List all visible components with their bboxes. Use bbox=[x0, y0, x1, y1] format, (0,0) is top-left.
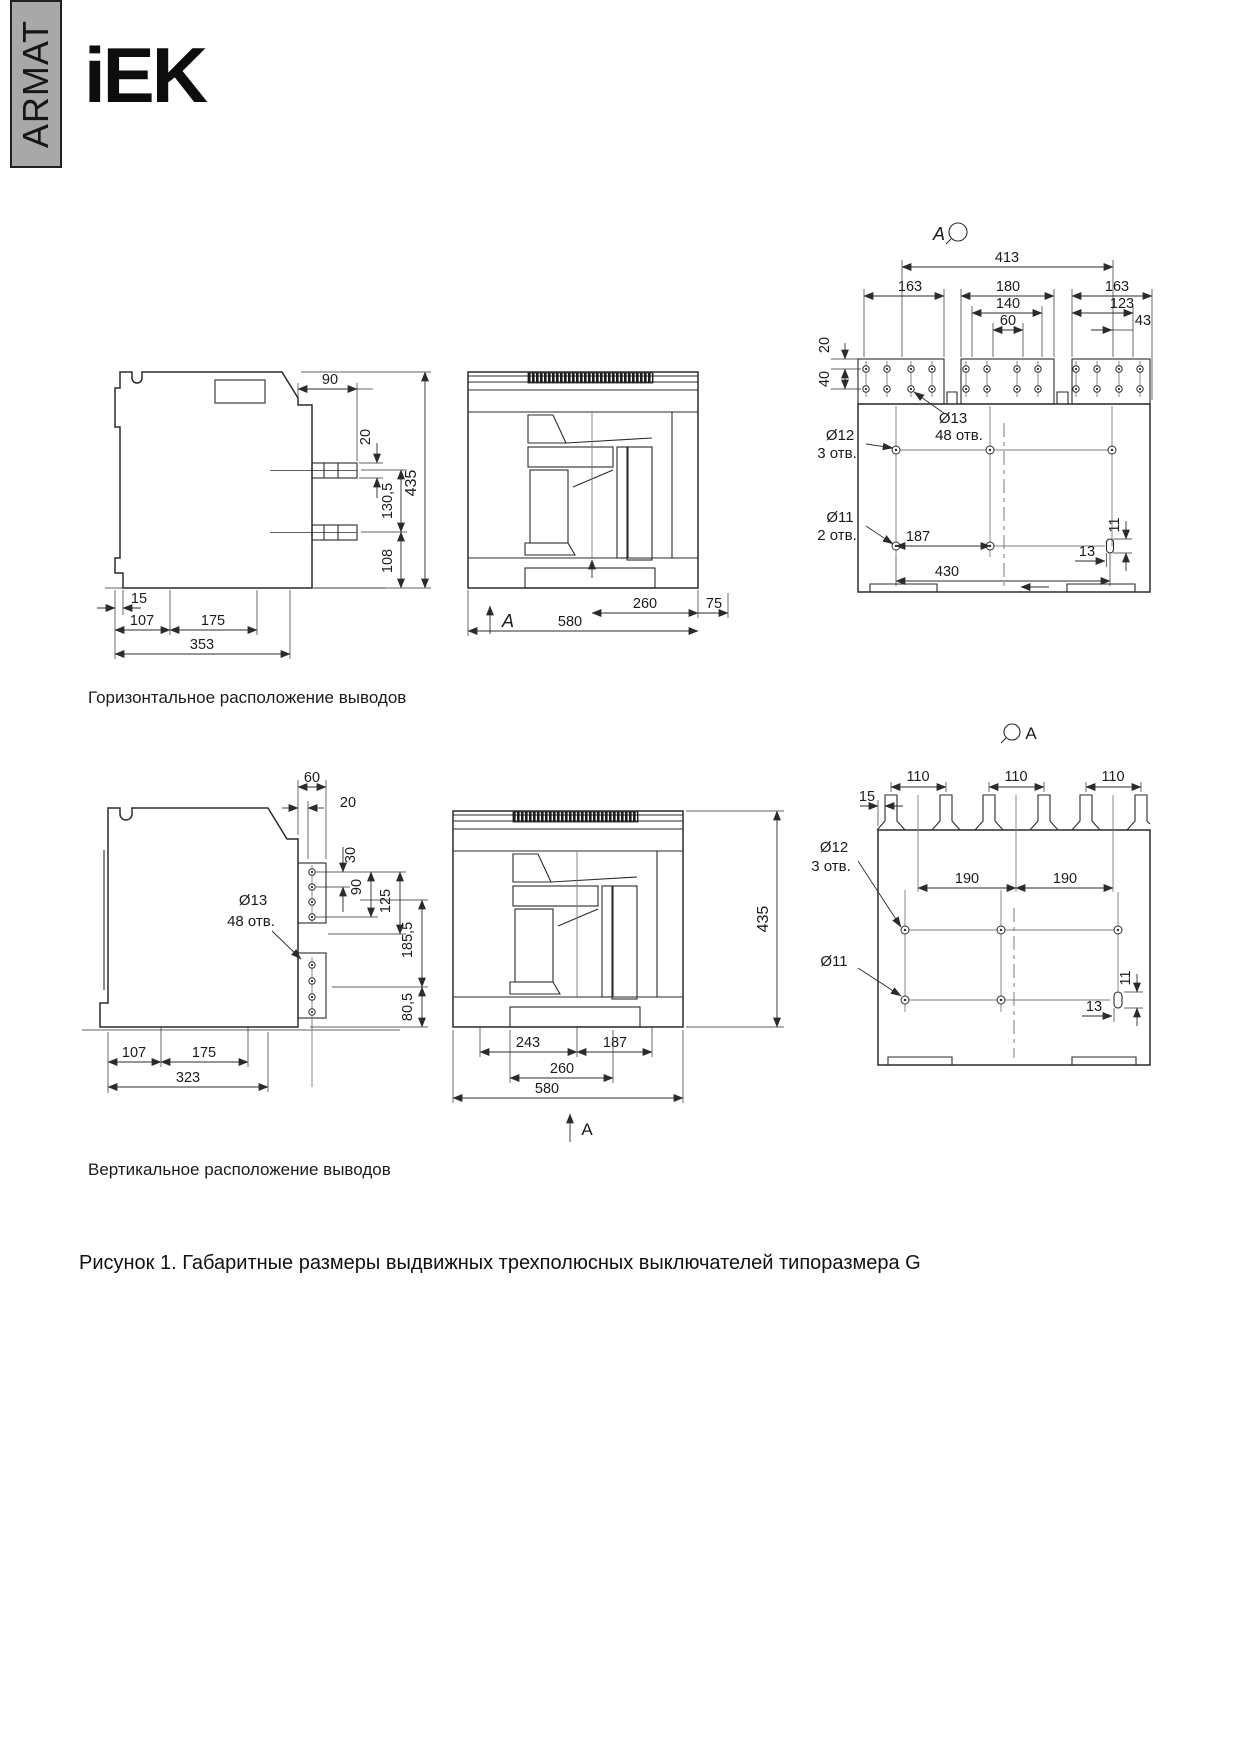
vertical-bottom-view-drawing bbox=[720, 640, 1165, 1080]
dim-110-b: 110 bbox=[1004, 769, 1028, 785]
top-terminal-holes bbox=[863, 361, 1143, 397]
dim-110-c: 110 bbox=[1101, 769, 1125, 785]
dim-108: 108 bbox=[380, 548, 396, 574]
dim-60: 60 bbox=[303, 770, 321, 786]
row2-caption: Вертикальное расположение выводов bbox=[88, 1160, 391, 1179]
dim-20: 20 bbox=[358, 428, 374, 446]
dim-435: 435 bbox=[403, 469, 420, 497]
side-dimensions bbox=[97, 372, 431, 659]
dim-75: 75 bbox=[705, 596, 723, 612]
side-outline bbox=[105, 372, 385, 588]
dim-353: 353 bbox=[189, 637, 215, 653]
dim-90: 90 bbox=[349, 878, 365, 896]
hole-count-12: 3 отв. bbox=[811, 858, 851, 875]
dim-185-5: 185,5 bbox=[400, 921, 416, 959]
brand-vertical-label: ARMAT bbox=[15, 19, 57, 149]
front2-outline bbox=[453, 811, 683, 1027]
brand-strip bbox=[10, 0, 62, 168]
view-marker bbox=[932, 223, 967, 244]
dim-130-5: 130,5 bbox=[380, 482, 396, 520]
dim-163-right: 163 bbox=[1104, 279, 1130, 295]
view-circle-icon bbox=[949, 223, 967, 241]
top-dimensions bbox=[817, 250, 1152, 586]
hole-label-13: Ø13 bbox=[238, 892, 268, 909]
bottom-dimensions bbox=[811, 769, 1143, 1026]
view-label-a: A bbox=[1025, 724, 1037, 743]
dim-580: 580 bbox=[557, 614, 583, 630]
dim-125: 125 bbox=[378, 888, 394, 914]
dim-13: 13 bbox=[1078, 544, 1096, 560]
hole-label-11: Ø11 bbox=[826, 509, 854, 526]
iek-logo: iEK bbox=[84, 31, 206, 119]
dim-180: 180 bbox=[995, 279, 1021, 295]
hole-count-13: 48 отв. bbox=[935, 427, 983, 444]
dim-140: 140 bbox=[995, 296, 1021, 312]
view-marker bbox=[1001, 724, 1037, 743]
horizontal-side-view-drawing bbox=[85, 315, 440, 660]
hole-count-13: 48 отв. bbox=[227, 913, 275, 930]
dim-30: 30 bbox=[343, 846, 359, 864]
dim-190-b: 190 bbox=[1052, 871, 1078, 887]
dim-11: 11 bbox=[1107, 517, 1123, 533]
dim-40: 40 bbox=[817, 370, 833, 388]
dim-15: 15 bbox=[130, 591, 148, 607]
dim-260: 260 bbox=[549, 1061, 575, 1077]
section-label-a: A bbox=[581, 1120, 593, 1139]
figure-caption: Рисунок 1. Габаритные размеры выдвижных трехполюсных выключателей типоразмера G bbox=[79, 1252, 921, 1274]
dim-323: 323 bbox=[175, 1070, 201, 1086]
dim-107: 107 bbox=[129, 613, 155, 629]
dim-20: 20 bbox=[339, 795, 357, 811]
section-label-a: A bbox=[501, 611, 515, 631]
dim-413: 413 bbox=[994, 250, 1020, 266]
front-outline bbox=[468, 372, 698, 588]
dim-123: 123 bbox=[1109, 296, 1135, 312]
horizontal-front-view-drawing bbox=[420, 350, 750, 640]
hole-label-11: Ø11 bbox=[820, 953, 848, 970]
dim-187: 187 bbox=[602, 1035, 628, 1051]
dim-90: 90 bbox=[321, 372, 339, 388]
dim-110-a: 110 bbox=[906, 769, 930, 785]
dim-13: 13 bbox=[1085, 999, 1103, 1015]
dim-80-5: 80,5 bbox=[400, 992, 416, 1022]
hole-count-11: 2 отв. bbox=[817, 527, 857, 544]
dim-11: 11 bbox=[1118, 970, 1134, 986]
hole-count-12: 3 отв. bbox=[817, 445, 857, 462]
dim-430: 430 bbox=[934, 564, 960, 580]
horizontal-top-view-drawing bbox=[715, 195, 1160, 595]
front-dimensions bbox=[468, 590, 728, 636]
dim-580: 580 bbox=[534, 1081, 560, 1097]
dim-175: 175 bbox=[200, 613, 226, 629]
hole-label-13: Ø13 bbox=[938, 410, 968, 427]
dim-243: 243 bbox=[515, 1035, 541, 1051]
dim-15: 15 bbox=[858, 789, 876, 805]
hole-label-12: Ø12 bbox=[825, 427, 855, 444]
dim-60: 60 bbox=[999, 313, 1017, 329]
dim-435: 435 bbox=[755, 905, 772, 933]
dim-20: 20 bbox=[817, 336, 833, 354]
dim-163-left: 163 bbox=[897, 279, 923, 295]
dim-43: 43 bbox=[1134, 313, 1152, 329]
dim-107: 107 bbox=[121, 1045, 147, 1061]
side2-dimensions bbox=[108, 770, 428, 1093]
dim-190-a: 190 bbox=[954, 871, 980, 887]
view-circle-icon bbox=[1004, 724, 1020, 740]
bottom-holes bbox=[901, 795, 1122, 1058]
dim-175: 175 bbox=[191, 1045, 217, 1061]
row1-caption: Горизонтальное расположение выводов bbox=[88, 688, 407, 707]
vertical-side-view-drawing bbox=[60, 735, 438, 1097]
hole-label-12: Ø12 bbox=[819, 839, 849, 856]
dim-260: 260 bbox=[632, 596, 658, 612]
view-label-a: A bbox=[932, 224, 946, 244]
dim-187: 187 bbox=[905, 529, 931, 545]
